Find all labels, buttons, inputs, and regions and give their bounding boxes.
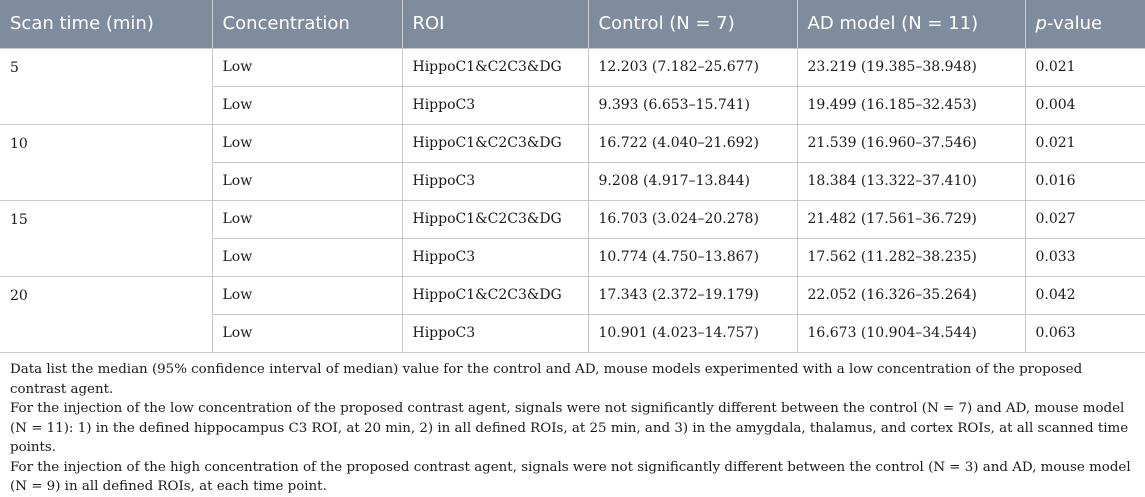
concentration-cell: Low xyxy=(212,124,402,162)
scan-time-cell: 10 xyxy=(0,124,212,200)
footnote-high-concentration: For the injection of the high concentration of the proposed contrast agent, signals were not significantly different between the control (N = 3) and AD, mouse model (N = 9) in all defined ROIs, at each time point. xyxy=(10,459,1131,494)
header-control: Control (N = 7) xyxy=(588,0,797,48)
roi-cell: HippoC3 xyxy=(402,162,588,200)
header-concentration: Concentration xyxy=(212,0,402,48)
p-value-cell: 0.033 xyxy=(1025,238,1145,276)
header-roi: ROI xyxy=(402,0,588,48)
header-ad-model: AD model (N = 11) xyxy=(797,0,1025,48)
header-p-value xyxy=(1025,0,1145,48)
roi-cell: HippoC3 xyxy=(402,86,588,124)
concentration-cell: Low xyxy=(212,314,402,352)
table-row xyxy=(0,48,1145,86)
p-value-cell: 0.016 xyxy=(1025,162,1145,200)
table-row xyxy=(0,200,1145,238)
roi-cell: HippoC1&C2C3&DG xyxy=(402,48,588,86)
header-p-suffix: -value xyxy=(1046,13,1103,35)
footnote-data-description: Data list the median (95% confidence interval of median) value for the control and AD, mouse models experimented with a low concentration of the proposed contrast agent. xyxy=(10,362,1083,397)
concentration-cell: Low xyxy=(212,276,402,314)
ad-model-cell: 22.052 (16.326–35.264) xyxy=(797,276,1025,314)
ad-model-cell: 19.499 (16.185–32.453) xyxy=(797,86,1025,124)
concentration-cell: Low xyxy=(212,200,402,238)
roi-cell: HippoC3 xyxy=(402,238,588,276)
ad-model-cell: 16.673 (10.904–34.544) xyxy=(797,314,1025,352)
concentration-cell: Low xyxy=(212,86,402,124)
control-cell: 17.343 (2.372–19.179) xyxy=(588,276,797,314)
table-row xyxy=(0,124,1145,162)
ad-model-cell: 17.562 (11.282–38.235) xyxy=(797,238,1025,276)
p-value-cell: 0.027 xyxy=(1025,200,1145,238)
control-cell: 9.393 (6.653–15.741) xyxy=(588,86,797,124)
control-cell: 9.208 (4.917–13.844) xyxy=(588,162,797,200)
p-value-cell: 0.004 xyxy=(1025,86,1145,124)
control-cell: 16.703 (3.024–20.278) xyxy=(588,200,797,238)
table-row xyxy=(0,276,1145,314)
roi-cell: HippoC3 xyxy=(402,314,588,352)
table-footnotes xyxy=(10,360,1140,497)
scan-time-cell: 15 xyxy=(0,200,212,276)
control-cell: 10.774 (4.750–13.867) xyxy=(588,238,797,276)
scan-time-cell: 5 xyxy=(0,48,212,124)
roi-cell: HippoC1&C2C3&DG xyxy=(402,200,588,238)
control-cell: 12.203 (7.182–25.677) xyxy=(588,48,797,86)
scan-time-cell: 20 xyxy=(0,276,212,352)
roi-cell: HippoC1&C2C3&DG xyxy=(402,276,588,314)
p-value-cell: 0.021 xyxy=(1025,124,1145,162)
control-cell: 16.722 (4.040–21.692) xyxy=(588,124,797,162)
header-scan-time: Scan time (min) xyxy=(0,0,212,48)
ad-model-cell: 18.384 (13.322–37.410) xyxy=(797,162,1025,200)
roi-cell: HippoC1&C2C3&DG xyxy=(402,124,588,162)
ad-model-cell: 21.539 (16.960–37.546) xyxy=(797,124,1025,162)
ad-model-cell: 23.219 (19.385–38.948) xyxy=(797,48,1025,86)
concentration-cell: Low xyxy=(212,48,402,86)
concentration-cell: Low xyxy=(212,162,402,200)
header-p-italic: p xyxy=(1035,13,1047,35)
footnote-low-concentration: For the injection of the low concentration of the proposed contrast agent, signals were not significantly different between the control (N = 7) and AD, mouse model (N = 11): 1) in the defined hippocampus C3 ROI, at 20 min, 2) in all defined ROIs, at 25 min, and 3) in the amygdala, thalamus, and cortex ROIs, at all scanned time points. xyxy=(10,401,1129,455)
concentration-cell: Low xyxy=(212,238,402,276)
p-value-cell: 0.042 xyxy=(1025,276,1145,314)
table-body xyxy=(0,48,1145,352)
p-value-cell: 0.063 xyxy=(1025,314,1145,352)
ad-model-cell: 21.482 (17.561–36.729) xyxy=(797,200,1025,238)
control-cell: 10.901 (4.023–14.757) xyxy=(588,314,797,352)
p-value-cell: 0.021 xyxy=(1025,48,1145,86)
table-header-row xyxy=(0,0,1145,48)
